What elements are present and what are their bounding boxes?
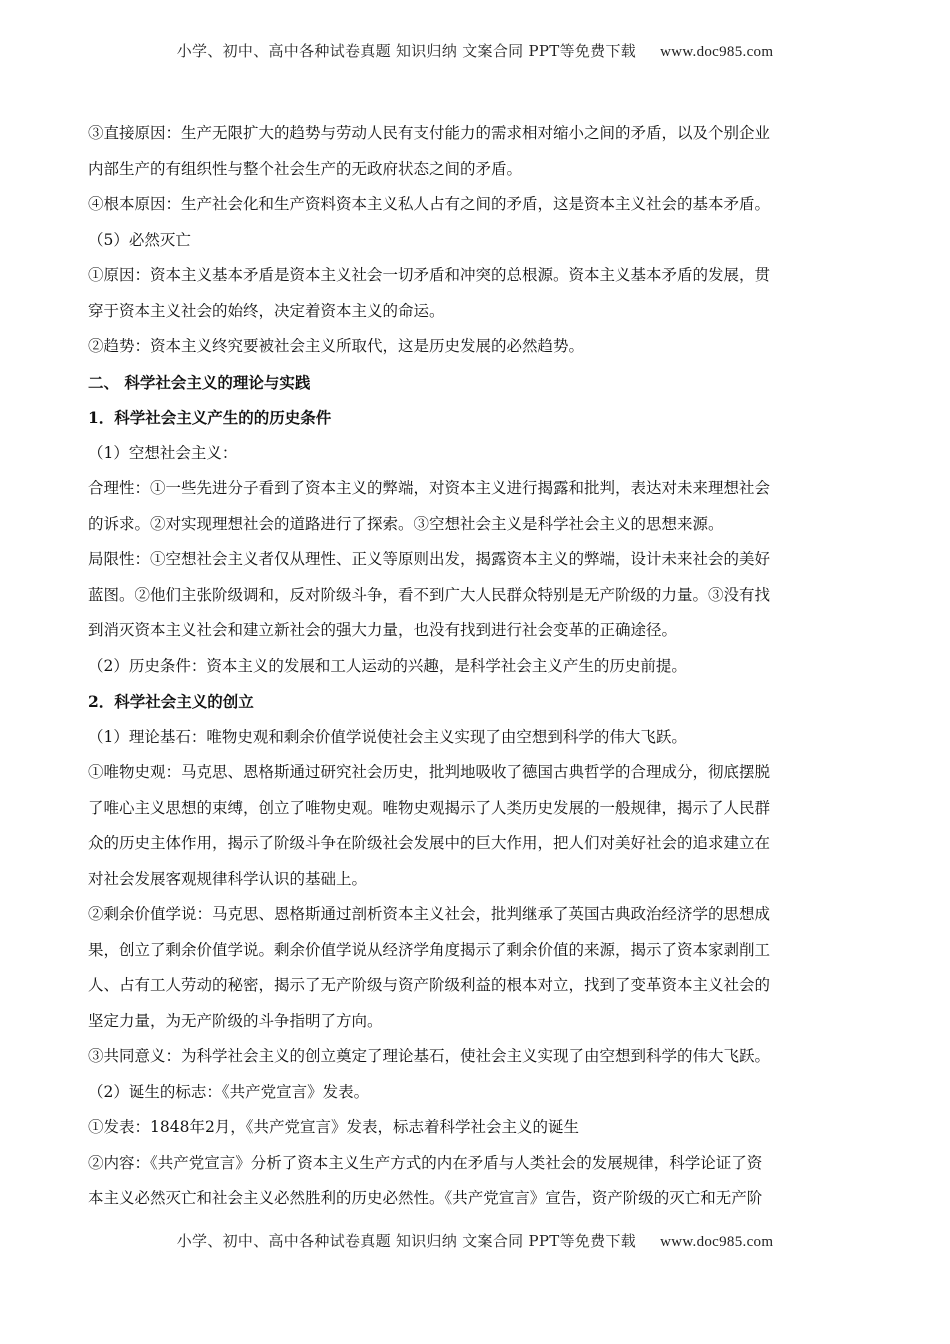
text-line: ①发表：1848年2月，《共产党宣言》发表，标志着科学社会主义的诞生 xyxy=(88,1118,580,1136)
text-line: ②趋势：资本主义终究要被社会主义所取代，这是历史发展的必然趋势。 xyxy=(88,337,585,355)
text-line: ①原因：资本主义基本矛盾是资本主义社会一切矛盾和冲突的总根源。资本主义基本矛盾的发展，贯 xyxy=(88,266,771,284)
text-line: ②剩余价值学说：马克思、恩格斯通过剖析资本主义社会，批判继承了英国古典政治经济学的思想成 xyxy=(88,905,771,923)
text-line: 蓝图。②他们主张阶级调和，反对阶级斗争，看不到广大人民群众特别是无产阶级的力量。③没有找 xyxy=(88,585,771,604)
text-line: ③直接原因：生产无限扩大的趋势与劳动人民有支付能力的需求相对缩小之间的矛盾，以及个别企业 xyxy=(88,124,771,142)
text-line: （2）诞生的标志：《共产党宣言》发表。 xyxy=(88,1082,370,1101)
text-line: 对社会发展客观规律科学认识的基础上。 xyxy=(88,869,368,888)
section-heading: 2．科学社会主义的创立 xyxy=(88,692,254,711)
section-heading: 二、 科学社会主义的理论与实践 xyxy=(88,372,311,392)
text-line: 果，创立了剩余价值学说。剩余价值学说从经济学角度揭示了剩余价值的来源，揭示了资本家剥削工 xyxy=(88,940,771,959)
text-line: （2）历史条件：资本主义的发展和工人运动的兴趣，是科学社会主义产生的历史前提。 xyxy=(88,656,687,675)
text-line: 了唯心主义思想的束缚，创立了唯物史观。唯物史观揭示了人类历史发展的一般规律，揭示了人民群 xyxy=(88,798,771,817)
text-line: 穿于资本主义社会的始终，决定着资本主义的命运。 xyxy=(88,301,445,320)
text-line: ①唯物史观：马克思、恩格斯通过研究社会历史，批判地吸收了德国古典哲学的合理成分，彻底摆脱 xyxy=(88,763,771,781)
text-line: 众的历史主体作用，揭示了阶级斗争在阶级社会发展中的巨大作用，把人们对美好社会的追求建立在 xyxy=(88,834,771,852)
text-line: 内部生产的有组织性与整个社会生产的无政府状态之间的矛盾。 xyxy=(88,159,523,178)
text-line: ②内容：《共产党宣言》分析了资本主义生产方式的内在矛盾与人类社会的发展规律，科学论证了资 xyxy=(88,1153,763,1172)
text-line: 合理性：①一些先进分子看到了资本主义的弊端，对资本主义进行揭露和批判，表达对未来理想社会 xyxy=(88,479,771,497)
document-body xyxy=(88,116,864,1217)
text-line: 人、占有工人劳动的秘密，揭示了无产阶级与资产阶级利益的根本对立，找到了变革资本主义社会的 xyxy=(88,976,771,994)
text-line: 坚定力量，为无产阶级的斗争指明了方向。 xyxy=(88,1011,383,1030)
text-line: （1）空想社会主义： xyxy=(88,443,238,462)
page-header xyxy=(0,40,950,61)
text-line: 本主义必然灭亡和社会主义必然胜利的历史必然性。《共产党宣言》宣告，资产阶级的灭亡和无产阶 xyxy=(88,1189,763,1207)
text-line: 到消灭资本主义社会和建立新社会的强大力量，也没有找到进行社会变革的正确途径。 xyxy=(88,621,678,639)
header-site-link[interactable]: www.doc985.com xyxy=(660,44,774,60)
text-line: （5）必然灭亡 xyxy=(88,230,191,249)
page-footer xyxy=(0,1230,950,1251)
text-line: 局限性：①空想社会主义者仅从理性、正义等原则出发，揭露资本主义的弊端，设计未来社会的美好 xyxy=(88,550,771,568)
footer-site-link[interactable]: www.doc985.com xyxy=(660,1234,774,1250)
text-line: （1）理论基石：唯物史观和剩余价值学说使社会主义实现了由空想到科学的伟大飞跃。 xyxy=(88,727,687,746)
text-line: ④根本原因：生产社会化和生产资料资本主义私人占有之间的矛盾，这是资本主义社会的基本矛盾。 xyxy=(88,195,771,213)
header-text: 小学、初中、高中各种试卷真题 知识归纳 文案合同 PPT等免费下载 xyxy=(176,42,637,60)
text-line: 的诉求。②对实现理想社会的道路进行了探索。③空想社会主义是科学社会主义的思想来源。 xyxy=(88,514,724,533)
section-heading: 1．科学社会主义产生的的历史条件 xyxy=(88,408,332,427)
text-line: ③共同意义：为科学社会主义的创立奠定了理论基石，使社会主义实现了由空想到科学的伟大飞跃。 xyxy=(88,1047,771,1065)
footer-text: 小学、初中、高中各种试卷真题 知识归纳 文案合同 PPT等免费下载 xyxy=(176,1232,637,1250)
